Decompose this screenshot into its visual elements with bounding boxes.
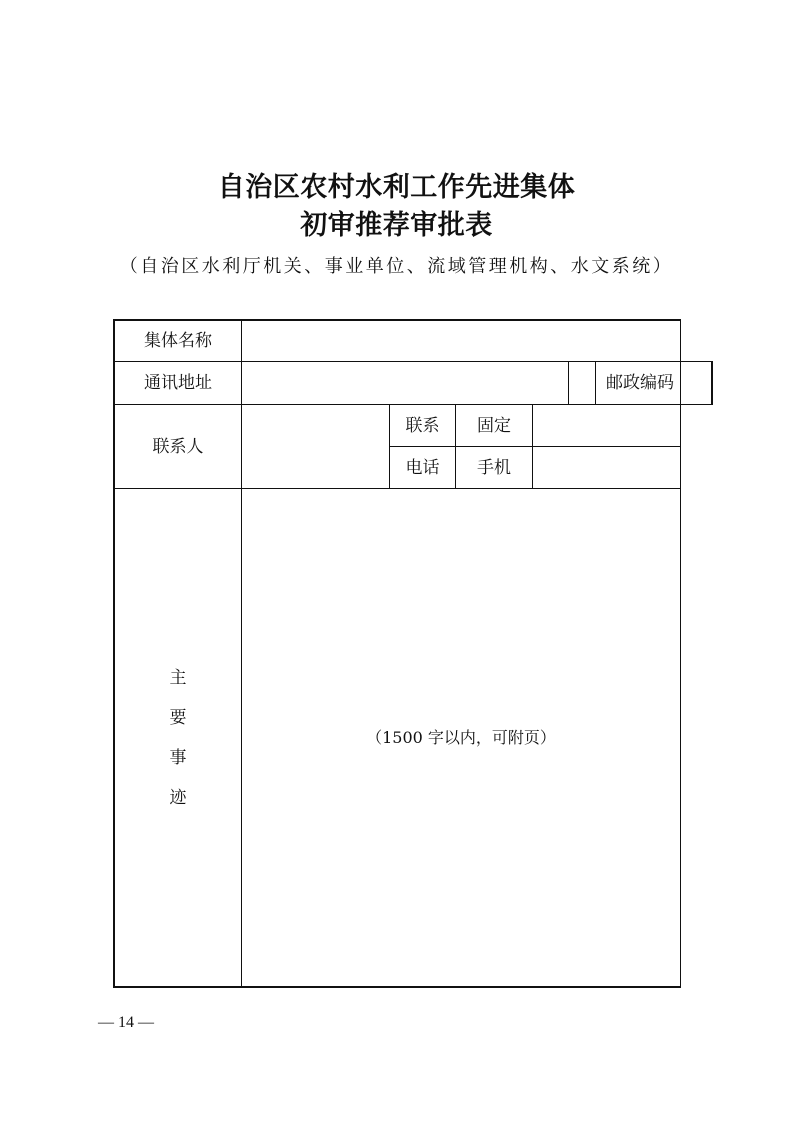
- deeds-label: [114, 488, 242, 987]
- landline-label: 固定: [455, 404, 533, 447]
- address-label: 通讯地址: [114, 361, 242, 405]
- deeds-label-char: 要: [169, 707, 187, 728]
- contact-label: 联系人: [114, 404, 242, 489]
- postcode-label: 邮政编码: [568, 361, 712, 405]
- deeds-field[interactable]: [241, 488, 681, 987]
- approval-form-table: [113, 319, 681, 988]
- landline-field[interactable]: [532, 404, 681, 447]
- page-number: — 14 —: [98, 1014, 154, 1031]
- deeds-label-char: 迹: [169, 787, 187, 808]
- form-title: 自治区农村水利工作先进集体: [217, 172, 576, 203]
- phone-label-top: 联系: [389, 404, 456, 447]
- form-title-line2: 初审推荐审批表: [300, 210, 493, 241]
- mobile-label: 手机: [455, 446, 533, 489]
- group-name-field[interactable]: [241, 320, 681, 362]
- group-name-label: 集体名称: [114, 320, 242, 362]
- deeds-label-char: 事: [169, 747, 187, 768]
- contact-field[interactable]: [241, 404, 390, 489]
- form-scope-subtitle: （自治区水利厅机关、事业单位、流域管理机构、水文系统）: [119, 256, 674, 277]
- phone-label-bottom: 电话: [389, 446, 456, 489]
- postcode-field[interactable]: [595, 361, 681, 405]
- mobile-field[interactable]: [532, 446, 681, 489]
- address-field[interactable]: [241, 361, 569, 405]
- deeds-label-char: 主: [169, 667, 187, 688]
- deeds-note: （1500 字以内，可附页）: [366, 727, 556, 747]
